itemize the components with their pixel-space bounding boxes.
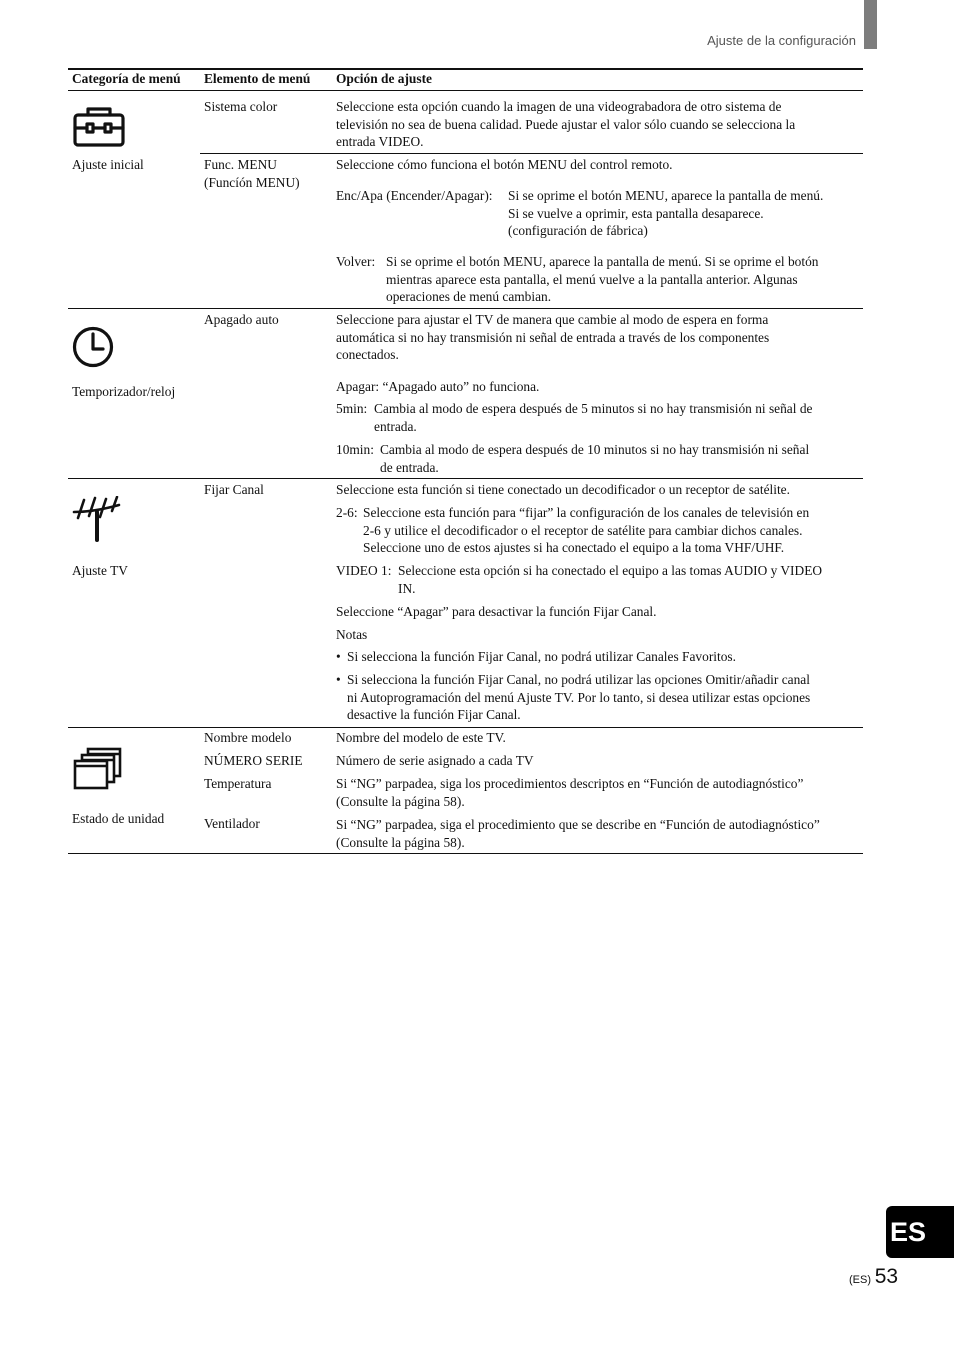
option-10min-desc: Cambia al modo de espera después de 10 minutos si no hay transmisión ni señal de entrada. — [380, 442, 810, 475]
note-2: Si selecciona la función Fijar Canal, no podrá utilizar las opciones Omitir/añadir canal ni Autoprogramación del menú Ajuste TV. Por lo tanto, si desea utilizar estas opciones desactive la función Fijar Canal. — [347, 672, 811, 723]
windows-stack-icon — [72, 746, 124, 796]
note-1: Si selecciona la función Fijar Canal, no podrá utilizar Canales Favoritos. — [347, 649, 736, 664]
option-fijar-canal-intro: Seleccione esta función si tiene conectado un decodificador o un receptor de satélite. — [336, 482, 790, 497]
item-temperatura: Temperatura — [204, 776, 272, 791]
option-sistema-color: Seleccione esta opción cuando la imagen de una videograbadora de otro sistema de televisión no sea de buena calidad. Puede ajustar el valor sólo cuando se selecciona la entrada VIDEO. — [336, 99, 796, 150]
item-func-menu: Func. MENU (Funcíón MENU) — [204, 157, 300, 190]
antenna-icon — [72, 496, 124, 546]
running-header: Ajuste de la configuración — [707, 33, 856, 48]
language-tab: ES — [886, 1206, 954, 1258]
bullet-icon: • — [336, 649, 341, 664]
option-func-menu-intro: Seleccione cómo funciona el botón MENU del control remoto. — [336, 157, 673, 172]
option-label-10min: 10min: — [336, 442, 374, 457]
option-volver-desc: Si se oprime el botón MENU, aparece la pantalla de menú. Si se oprime el botón mientras aparece esta pantalla, el menú vuelve a la pantalla anterior. Algunas operaciones de menú cambian. — [386, 254, 819, 305]
section-divider — [68, 727, 863, 728]
column-header-option: Opción de ajuste — [336, 71, 432, 86]
page-number-value: 53 — [874, 1265, 899, 1288]
option-label-video1: VIDEO 1: — [336, 563, 392, 578]
option-apagar: Apagar: “Apagado auto” no funciona. — [336, 379, 540, 394]
clock-icon — [72, 325, 116, 373]
section-divider — [68, 308, 863, 309]
category-ajuste-inicial: Ajuste inicial — [72, 157, 144, 172]
item-numero-serie: NÚMERO SERIE — [204, 753, 303, 768]
table-header-rule — [68, 90, 863, 91]
option-video1-desc: Seleccione esta opción si ha conectado el equipo a las tomas AUDIO y VIDEO IN. — [398, 563, 823, 596]
column-header-item: Elemento de menú — [204, 71, 311, 86]
column-header-category: Categoría de menú — [72, 71, 181, 86]
header-tab-bar — [864, 0, 877, 49]
item-sistema-color: Sistema color — [204, 99, 278, 114]
option-apagado-auto: Seleccione para ajustar el TV de manera que cambie al modo de espera en forma automática si no hay transmisión ni señal de entrada a través de los componentes conectados. — [336, 312, 770, 363]
category-temporizador: Temporizador/reloj — [72, 384, 176, 399]
item-nombre-modelo: Nombre modelo — [204, 730, 292, 745]
table-bottom-rule — [68, 853, 863, 854]
bullet-icon: • — [336, 672, 341, 687]
option-5min-desc: Cambia al modo de espera después de 5 minutos si no hay transmisión ni señal de entrada. — [374, 401, 813, 434]
row-divider — [200, 153, 863, 154]
option-2-6-desc: Seleccione esta función para “fijar” la configuración de los canales de televisión en 2-6 y utilice el decodificador o el receptor de satélite para cambiar dichos canales. Seleccione uno de estos ajustes si ha conectado el equipo a la toma VHF/UHF. — [363, 505, 810, 556]
category-ajuste-tv: Ajuste TV — [72, 563, 128, 578]
table-top-rule — [68, 68, 863, 70]
option-label-5min: 5min: — [336, 401, 368, 416]
category-estado-unidad: Estado de unidad — [72, 811, 165, 826]
option-apagar-note: Seleccione “Apagar” para desactivar la función Fijar Canal. — [336, 604, 657, 619]
item-apagado-auto: Apagado auto — [204, 312, 279, 327]
page-number — [849, 1265, 898, 1289]
option-label-enc-apa: Enc/Apa (Encender/Apagar): — [336, 188, 493, 203]
option-label-2-6: 2-6: — [336, 505, 358, 520]
page-lang: (ES) — [849, 1274, 871, 1286]
option-nombre-modelo: Nombre del modelo de este TV. — [336, 730, 506, 745]
option-ventilador: Si “NG” parpadea, siga el procedimiento que se describe en “Función de autodiagnóstico” (Consulte la página 58). — [336, 817, 820, 850]
notes-title: Notas — [336, 627, 368, 642]
option-numero-serie: Número de serie asignado a cada TV — [336, 753, 534, 768]
section-divider — [68, 478, 863, 479]
item-fijar-canal: Fijar Canal — [204, 482, 264, 497]
option-enc-apa-desc: Si se oprime el botón MENU, aparece la pantalla de menú. Si se vuelve a oprimir, esta pantalla desaparece. (configuración de fábrica) — [508, 188, 824, 239]
item-ventilador: Ventilador — [204, 816, 260, 831]
option-label-volver: Volver: — [336, 254, 376, 269]
toolbox-icon — [72, 104, 126, 152]
option-temperatura: Si “NG” parpadea, siga los procedimientos descriptos en “Función de autodiagnóstico” (Consulte la página 58). — [336, 776, 804, 809]
